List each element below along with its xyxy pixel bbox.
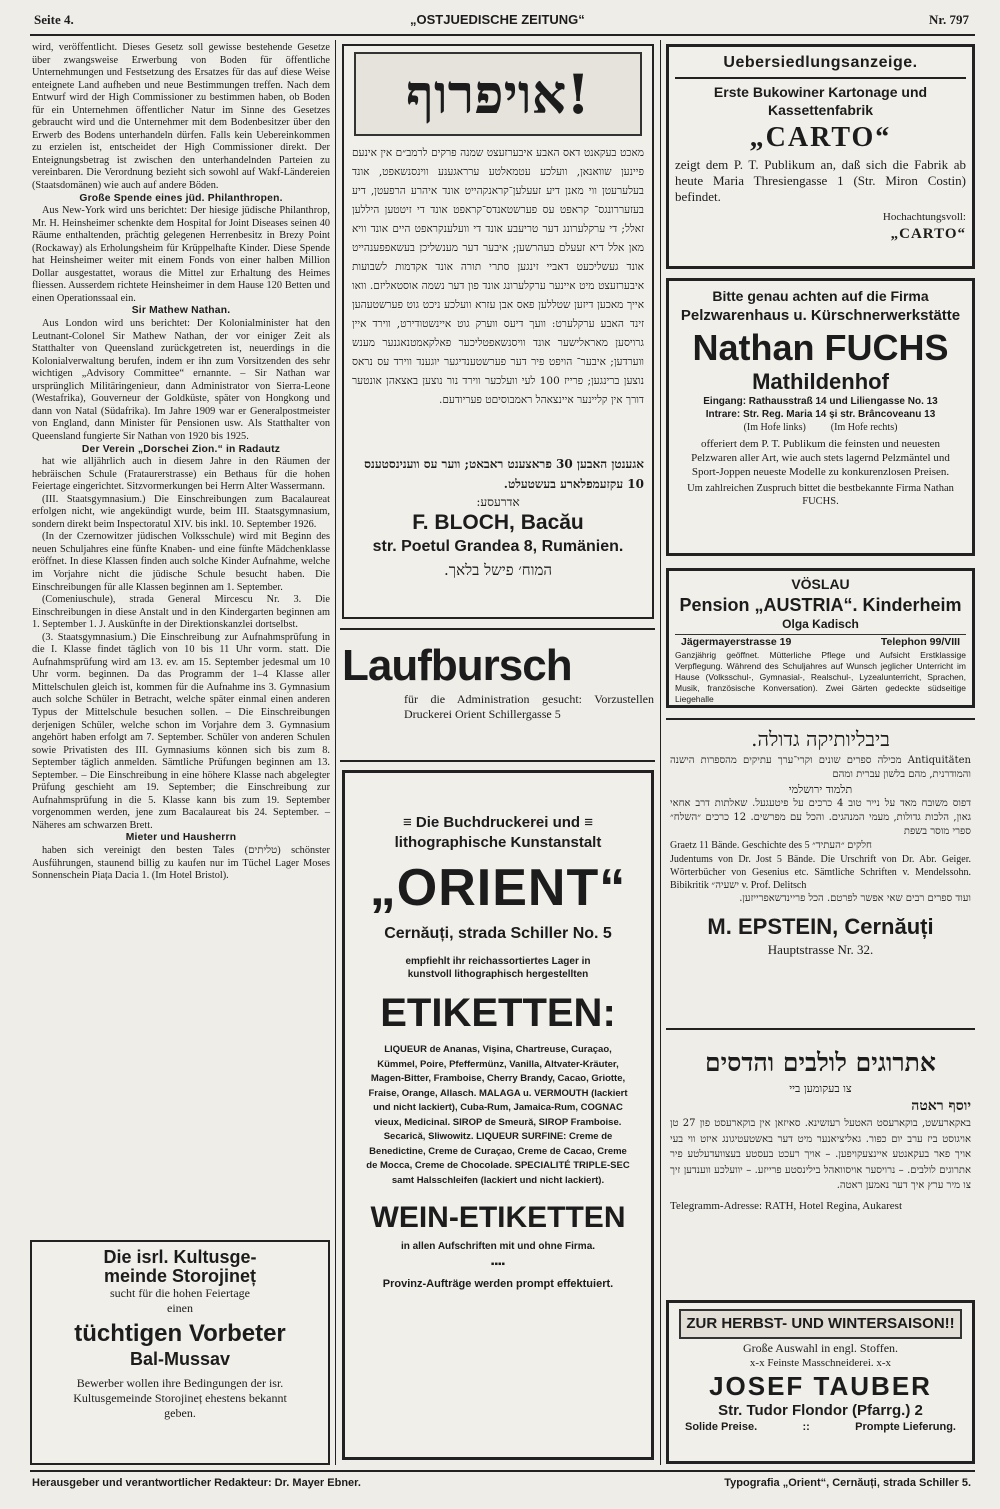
- ad-tauber-left: Solide Preise.: [685, 1421, 758, 1433]
- ad-bloch-street: str. Poetul Grandea 8, Rumänien.: [372, 538, 624, 555]
- footer-publisher: Herausgeber und verantwortlicher Redakteur: Dr. Mayer Ebner.: [32, 1477, 361, 1489]
- ad-epstein-name: M. EPSTEIN, Cernăuți: [707, 914, 934, 939]
- ad-austria-address: Jägermayerstrasse 19: [681, 636, 792, 648]
- ad-bloch-price: אגענטן האבען 30 פראצענט ראבאט; ווער עס ווענינסטענס 10 עקזעמפלארע בעשטעלט.: [364, 457, 644, 491]
- issue-number: Nr. 797: [929, 12, 969, 27]
- ad-rath-body: באקארעשט, בוקארעסט האטעל רעזשינא. סאיזאן אין בוקארעסט פון 27 טן אויגוסט ביז ערב יום כפור. גאליציאנער מיט דער באשטעטיגונג איזט ווי בעי אויך פאר בעקאנטע איינצעקויפען. – אויך רעכט בעסטע בעצוועדעלטע פיר אתרוגים לולבים. – נרויסער אויסוואהל בילינסטע פרייזע. – יוועלכע ווענדען זיך צו מיר ערץ איך דער נאמען ראטה.: [670, 1118, 971, 1191]
- ad-rath-telegram: Telegramm-Adresse: RATH, Hotel Regina, Aukarest: [670, 1199, 903, 1212]
- ad-austria-phone: Telephon 99/VIII: [880, 636, 960, 648]
- ad-tauber-line2: x-x Feinste Masschneiderei. x-x: [749, 1357, 892, 1369]
- ad-laufbursch-title: Laufbursch: [342, 641, 572, 690]
- ad-tauber: [666, 1300, 975, 1464]
- ad-austria-place: VÖSLAU: [791, 576, 850, 592]
- ad-vorbeter-title: tüchtigen Vorbeter: [74, 1320, 286, 1347]
- ad-fuchs-body: offeriert dem P. T. Publikum die feinsten und neuesten Pelzwaren aller Art, wie auch stets lagernd Pelzmäntel und Sport-Joppen neueste Modelle zu konkurenzlosen Preisen.: [691, 438, 950, 478]
- ad-austria-contact-row: [675, 634, 966, 650]
- ad-carto-regards: Hochachtungsvoll:: [882, 211, 966, 223]
- ad-tauber-mid: ::: [802, 1421, 810, 1433]
- article-staatsgymnasium: (3. Staatsgymnasium.) Die Einschreibung zur Aufnahmsprüfung in die I. Klasse findet täglich von 10 bis 11 Uhr vorm. statt. Die Aufnahmsprüfung wird am 13. ev. am 15. September jedesmal um 10 Uhr vorm. beginnen. Da das Programm der 1–4 Klasse aller Mittelschulen gleich ist, kommen für die Aufnahme ins 3. Gymnasium auch solche Schüler in Betracht, welche später einmal einen anderen Typus der Mittelschule besuchen sollen. – Die Einschreibungen derjenigen Schüler, welche schon im Vorjahre dem 3. Gymnasium angehört haben erfolgt am 7. September. Schüler von anderen Schulen sowie Privatisten des III. Gymnasiums können sich bis zum 8. September täglich anmelden. Sämtliche Prüfungen beginnen am 13. September. – Die Einschreibung in eine höhere Klasse nach abgelegter Prüfung geschieht am 19. September; die Einschreibung zur Aufnahmsprüfung in die 5. Klasse kann bis zum 19. September vorgenommen werden, jene zum Bacalaureat bis 24. September. – Näheres am schwarzen Brett.: [32, 631, 330, 831]
- newspaper-title: „OSTJUEDISCHE ZEITUNG“: [410, 12, 585, 27]
- ad-fuchs-closing: Um zahlreichen Zuspruch bittet die bestbekannte Firma Nathan FUCHS.: [687, 483, 954, 507]
- ad-epstein-heb1: Antiquitäten מכילה ספרים שונים וקרי־ערך עתיקים מהספרות הישנה והמודרנית, מהם בלשון עברית ומהם: [670, 755, 971, 780]
- page-footer: [30, 1474, 975, 1494]
- ad-epstein-street: Hauptstrasse Nr. 32.: [767, 942, 874, 957]
- ad-austria-body: Ganzjährig geöffnet. Mütterliche Pflege und Aufsicht Erstklassige Verpflegung. Während des Schuljahres auf Wunsch jeglicher Unterricht im Hause (Volksschul-, Gymnasial-, Realschul-, Lyzealunterricht, Sprachen, Musik, französische Konversation). Zwei Gärten gedeckte südseitige Liegehalle: [675, 650, 966, 704]
- ad-bloch-signature: המוח׳ פישל בלאך.: [443, 561, 553, 579]
- ad-epstein-graetz: Graetz 11 Bände. Geschichte des 5 חלקים ״העתיד״: [670, 840, 872, 851]
- ad-orient: [342, 770, 654, 1460]
- ad-vorbeter-sub1: sucht für die hohen Feiertage: [110, 1286, 250, 1300]
- ad-vorbeter-body: Bewerber wollen ihre Bedingungen der isr. Kultusgemeinde Storojineț ehestens bekannt geben.: [73, 1376, 287, 1420]
- ad-orient-sub1: empfiehlt ihr reichassortiertes Lager in: [405, 956, 591, 967]
- article-dorschei-zion: hat wie alljährlich auch in diesem Jahre in den Räumen der hebräischen Schule (Frataurerstrasse) ein Bethaus für die hohen Feiertage eingerichtet. Sitzvormerkungen bei Herrn Alter Wassermann.: [32, 456, 330, 493]
- ad-epstein: [666, 718, 975, 1030]
- ad-tauber-name: JOSEF TAUBER: [709, 1371, 932, 1401]
- ad-bloch-body: מאכט בעקאנט דאס האבע איבערזעצט שמנה פרקים לרמב״ם אין אינעם פיינען שוואנאן, וועלכע עטמאלטע ערראגענע ווינסנשאפט, אונד בעלערעטן ווי מאנן דיע זעעלען־קראנקהייט אונד איהרע הרפעטן, דיע בעזעררונגס־ קראפט עס פערשטאנדס־קראפט אונד די זיטטען היללען זאלל; די ערקלערונג דער טריעבע אונד די וועלענקראפט היים אונד וויא מאן אלל דיא זעעלם בעהרשען; איבער דער מענשליכן בעשאפפענהייט אונד געשליכעט דאביי זינגען סתרי תורה אונד אקדמות לשבועות איבערזעצט מיט איינער ערקלערונג אונד פון דער נשמה אוסטאליזם. וואו אייך מאכען דיזען שטללען פאס אבן עזרא וועלכע ניכט גוט פערשטעהען זינד האבע ערקלערט: וועך דיעס ווערק גוט איינשטודירט, ווירד איין גרויסען מאראלישער אונד וויסנשאפטליכער פאלקאמטנאגנער מענש ווערדען; איבער־ הויפט פיר דער פערשטענדיגער יוגענד ווירד עס נראס נוצען ברינגען; פרייז 100 לעי וועלכער ווירד נור נוצען באצאהן אונטער דורך אין קליינער איינצאהל ראמבוסיםט פעריודעם.: [352, 147, 644, 406]
- ad-rath: [666, 1040, 975, 1290]
- laufbursch-bottom-rule: [340, 760, 655, 762]
- ad-vorbeter-sub2: einen: [167, 1301, 193, 1315]
- ad-orient-wein: WEIN-ETIKETTEN: [370, 1201, 626, 1234]
- ad-orient-mark: ▪▪▪▪: [490, 1259, 506, 1270]
- ad-bloch-headline: !אויפרוף: [354, 52, 642, 136]
- ad-orient-footer: Provinz-Aufträge werden prompt effektuiert.: [382, 1278, 614, 1290]
- ad-carto-title: Uebersiedlungsanzeige.: [723, 54, 918, 71]
- article-nathan: Aus London wird uns berichtet: Der Kolonialminister hat den Leutnant-Colonel Sir Mathew Nathan, der vor einiger Zeit als Statthalter von Queensland zurückgetreten ist, neuerdings in die Kolonialverwaltung berufen, indem er ihn zum Vorsitzenden des sehr wichtigen „Advisory Committee“ ernannte. – Sir Nathan war ursprünglich Militäringenieur, dann Administrator von Sierra-Leone (Westafrika), Gouverneur der Goldküste, später von Hongkong und dann von Natal (Südafrika). Im Jahre 1909 war er Generalpostmeister von England, dann Minister für Pensionen usw. Als Statthalter von Queensland fungierte Sir Nathan von 1920 bis 1925.: [32, 318, 330, 442]
- news-column: [32, 42, 330, 883]
- article-philanthropist: Aus New-York wird uns berichtet: Der hiesige jüdische Philanthrop, Mr. H. Heinsheimer schenkte dem Hospital for Joint Diseases seinen 40 Räume enthaltenden, prächtig gelegenen Herrenbesitz in Brezy Point (Rockaway) als Erholungsheim für Krüppelhafte Kinder. Diese Spende hat Heinsheimer weiter mit einem Fonds von einer halben Million Dollar ausgestattet, woraus die Mittel zur Erhaltung des Heimes fliessen. Ausserdem richtete Heinsheimer in dem Hause 120 Betten und einen Operationssaal ein.: [32, 205, 330, 304]
- article-gymnasium-3: (III. Staatsgymnasium.) Die Einschreibungen zum Bacalaureat erfolgen nicht, wie angekündigt wurde, beim III. Staatsgymnasium, sondern direkt beim Inspectoratul XIV. bis inkl. 10. September 1926.: [32, 493, 330, 530]
- ad-tauber-line1: Große Auswahl in engl. Stoffen.: [742, 1341, 899, 1355]
- ad-fuchs-name: Nathan FUCHS: [692, 327, 949, 368]
- ad-epstein-body: Judentums von Dr. Jost 5 Bände. Die Urschrift von Dr. Abr. Geiger. Wörterbücher von Gesenius etc. Sämtliche Schriften v. Mendelssohn. Bibikritik ישעיה״ v. Prof. Delitsch: [670, 854, 971, 891]
- ad-rath-title: אתרוגים לולבים והדסים: [705, 1048, 936, 1077]
- ad-orient-line1: ≡ Die Buchdruckerei und ≡: [402, 814, 594, 831]
- ad-tauber-street: Str. Tudor Flondor (Pfarrg.) 2: [718, 1402, 923, 1419]
- header-rule: [30, 34, 975, 36]
- headline-dorschei-zion: Der Verein „Dorschei Zion.“ in Radautz: [81, 443, 281, 455]
- ad-orient-etiketten: ETIKETTEN:: [380, 991, 616, 1035]
- ad-vorbeter-org2: meinde Storojineț: [103, 1266, 256, 1286]
- footer-printer: Typografia „Orient“, Cernăuți, strada Schiller 5.: [724, 1477, 971, 1489]
- ad-carto-rule: [675, 77, 966, 79]
- ad-bloch-name: F. BLOCH, Bacău: [412, 511, 584, 534]
- ad-orient-address: Cernăuți, strada Schiller No. 5: [384, 925, 612, 942]
- ad-laufbursch: [342, 640, 654, 750]
- ad-orient-line2: lithographische Kunstanstalt: [394, 834, 602, 851]
- ad-vorbeter-org1: Die isrl. Kultusge-: [103, 1247, 257, 1267]
- ad-austria-owner: Olga Kadisch: [782, 617, 859, 631]
- page-header: [30, 12, 975, 34]
- ad-epstein-heb4: ועוד ספרים רבים שאי אפשר לפרטם. הכל פריינדשאפרייזען.: [739, 893, 971, 904]
- ad-carto-body: zeigt dem P. T. Publikum an, daß sich die Fabrik ab heute Maria Thresiengasse 1 (Str. Miron Costin) befindet.: [675, 157, 966, 204]
- ad-austria: [666, 568, 975, 708]
- ad-epstein-heb3: דפוס משובח מאד על נייר טוב 4 כרכים על פיטעגעל. שאלתות דרב אחאי גאון, הלכות גדולות, מעמי המנהגים. והכל עם מפרשים. 12 כרכים ״השלח״ ספרי מוסר בשפת: [670, 798, 972, 837]
- article-comeniuschule: (Comeniuschule), strada General Mircescu Nr. 3. Die Einschreibungen in diese Anstalt und in den Kindergarten beginnen am 1. September 1. J. Auskünfte in der Direktionskanzlei dortselbst.: [32, 594, 330, 631]
- article-volksschule: (In der Czernowitzer jüdischen Volksschule) wird mit Beginn des neuen Schuljahres eine fünfte Knaben- und eine fünfte Mädchenklasse eröffnet. In diese Klassen finden auch solche Kinder Aufnahme, welche im Vorjahre nicht die jüdische Schule besucht haben. Die Einschreibungen für alle Klassen beginnen am 1. September.: [32, 531, 330, 593]
- ad-fuchs-place: Mathildenhof: [752, 369, 889, 394]
- ad-fuchs-entrance2: Intrare: Str. Reg. Maria 14 și str. Brâncoveanu 13: [705, 409, 936, 420]
- column-divider-2: [660, 40, 661, 1465]
- ad-epstein-heb2: תלמוד ירושלמי: [788, 783, 853, 796]
- ad-rath-name: יוסף ראטה: [911, 1098, 971, 1114]
- headline-nathan: Sir Mathew Nathan.: [131, 305, 231, 317]
- ad-tauber-footer-row: [675, 1420, 966, 1435]
- ad-rath-sub: צו בעקומען ביי: [789, 1082, 852, 1095]
- article-intro: wird, veröffentlicht. Dieses Gesetz soll gewisse bestehende Gesetze über zwangsweise Erwerbung von Boden für öffentliche Unternehmungen und Festsetzung des Ersatzes für das auf diese Weise enteignete Land aufheben und neue Bestimmungen treffen. Nach dem Entwurf wird der High Commissioner zu bestimmen haben, ob Boden für ein Unternehmen öffentlicher Natur im Sinne des Gesetzes gebraucht wird und die Unternehmer mit dem Bodenbesitzer über den Erwerb des Bodens unterhandeln dürfen. Falls kein Uebereinkommen zu erzielen ist, entscheidet der High Commissioner direkt. Der Enteignungsbetrag ist zwischen den unterhandelnden Parteien zu vereinbaren. Die Verordnung bezieht sich sowohl auf Wakf-Ländereien (Staatsdomänen) wie auch auf andere Böden.: [32, 42, 330, 192]
- ad-fuchs: [666, 278, 975, 556]
- ad-bloch-address-label: אדרעסע:: [476, 495, 520, 509]
- column-divider-1: [335, 40, 336, 1465]
- ad-tauber-right: Prompte Lieferung.: [855, 1421, 956, 1433]
- ad-fuchs-entrance: Eingang: Rathausstraß 14 und Liliengasse No. 13: [703, 396, 938, 407]
- ad-vorbeter: [30, 1240, 330, 1465]
- ad-fuchs-line1: Bitte genau achten auf die Firma: [712, 288, 929, 304]
- ad-carto-firm: Erste Bukowiner Kartonage und Kassettenfabrik: [713, 84, 928, 118]
- ad-orient-wein-sub: in allen Aufschriften mit und ohne Firma.: [400, 1241, 596, 1252]
- ad-epstein-heb-title: ביבליותיקה גדולה.: [751, 727, 890, 751]
- headline-mieter: Mieter und Hausherrn: [125, 832, 237, 844]
- ad-fuchs-line2: Pelzwarenhaus u. Kürschnerwerkstätte: [680, 307, 961, 324]
- ad-fuchs-yard: (Im Hofe links) (Im Hofe rechts): [743, 422, 898, 433]
- ad-orient-list: LIQUEUR de Ananas, Vișina, Chartreuse, Curaçao, Kümmel, Poire, Pfeffermünz, Vanilla, Altvater-Kräuter, Magen-Bitter, Framboise, Cherry Brandy, Cacao, Griotte, Fraise, Orange, Allasch. MALAGA u. VERMOUTH (lackiert und nicht lackiert), Cuba-Rum, Jamaica-Rum, COGNAC vieux, Medicinal. SIROP de Smeură, SIROP Framboise. Secarică, Sliwowitz. LIQUEUR SURFINE: Creme de Benedictine, Creme de Curaçao, Creme de Cacao, Creme de Mocca, Creme de Chocolade. SPECIALITÉ TRIPLE-SEC samt Halsschleifen (lackiert und nicht lackiert).: [366, 1044, 630, 1186]
- article-mieter: haben sich vereinigt den besten Tales (טליתים) schönster Ausführungen, staunend billig zu kaufen nur im Tüchel Lager Moses Sonnenschein Piața Dacia 1. (Im Hotel Bristol).: [32, 845, 330, 882]
- ad-carto: [666, 44, 975, 269]
- ad-laufbursch-body: für die Administration gesucht: Vorzustellen Druckerei Orient Schillergasse 5: [404, 692, 654, 721]
- ad-orient-name: „ORIENT“: [369, 859, 627, 917]
- ad-austria-name: Pension „AUSTRIA“. Kinderheim: [679, 595, 962, 615]
- ad-carto-signature: „CARTO“: [890, 226, 966, 242]
- ad-tauber-title: ZUR HERBST- UND WINTERSAISON!!: [679, 1309, 962, 1339]
- page-number-label: Seite 4.: [34, 12, 74, 27]
- ad-vorbeter-subtitle: Bal-Mussav: [129, 1349, 231, 1369]
- ad-bloch: [342, 44, 654, 619]
- footer-rule: [30, 1470, 975, 1472]
- headline-philanthropist: Große Spende eines jüd. Philanthropen.: [79, 192, 283, 204]
- laufbursch-top-rule: [340, 628, 655, 630]
- ad-carto-name: „CARTO“: [749, 122, 892, 153]
- ad-orient-sub2: kunstvoll lithographisch hergestellten: [407, 969, 589, 980]
